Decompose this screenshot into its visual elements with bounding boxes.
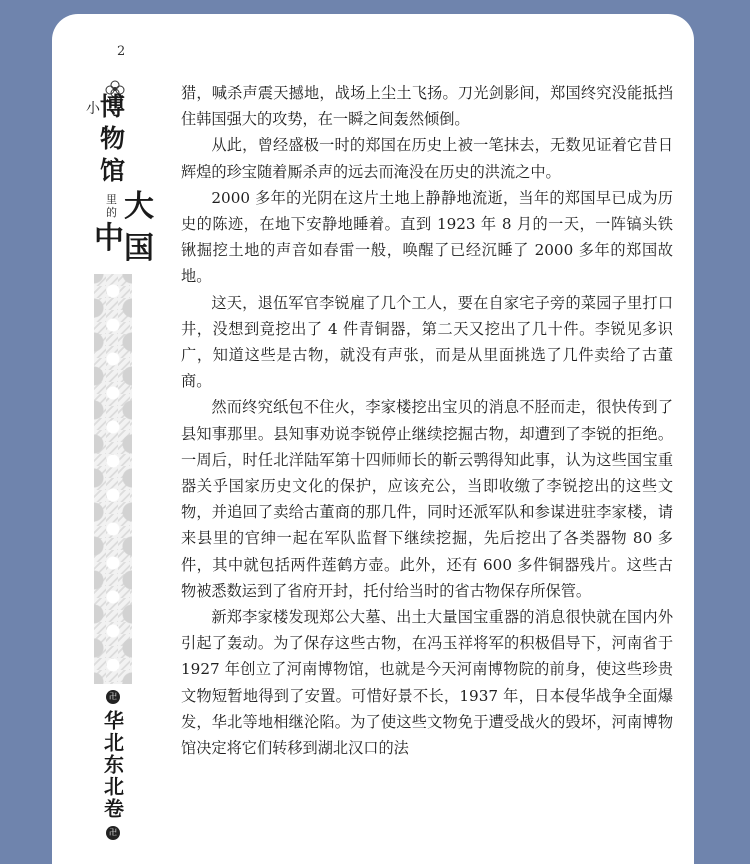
book-page (52, 14, 694, 864)
page-number: 2 (117, 44, 126, 59)
series-title-big-char: 中 (94, 221, 124, 256)
series-title-big-char: 大 (124, 189, 154, 224)
series-title (82, 74, 162, 274)
paragraph: 这天，退伍军官李锐雇了几个工人，要在自家宅子旁的菜园子里打口井，没想到竟挖出了 4 件青铜器，第二天又挖出了几十件。李锐见多识广，知道这些是古物，就没有声张，而是从里面挑选了几件卖给了古董商。 (181, 293, 673, 391)
series-title-tiny-char: 里 (106, 193, 117, 206)
ornament-icon: 卍 (106, 826, 120, 840)
body-text (181, 80, 673, 761)
paragraph: 然而终究纸包不住火，李家楼挖出宝贝的消息不胫而走，很快传到了县知事那里。县知事劝说李锐停止继续挖掘古物，却遭到了李锐的拒绝。一周后，时任北洋陆军第十四师师长的靳云鹗得知此事，认为这些国宝重器关乎国家历史文化的保护，应该充公，当即收缴了李锐挖出的这些文物，并追回了卖给古董商的那几件，同时还派军队和参谋进驻李家楼，请来县里的官绅一起在军队监督下继续挖掘，先后挖出了各类器物 80 多件，其中就包括两件莲鹤方壶。此外，还有 600 多件铜器残片。这些古物被悉数运到了省府开封，托付给当时的省古物保存所保管。 (181, 398, 673, 600)
paragraph: 猎，喊杀声震天撼地，战场上尘土飞扬。刀光剑影间，郑国终究没能抵挡住韩国强大的攻势，在一瞬之间轰然倾倒。 (181, 84, 673, 129)
paragraph: 2000 多年的光阴在这片土地上静静地流逝，当年的郑国早已成为历史的陈迹，在地下安静地睡着。直到 1923 年 8 月的一天，一阵镐头铁锹掘挖土地的声音如春雷一般，唤醒了已经沉睡了 2000 多年的郑国故地。 (181, 188, 673, 286)
series-title-tiny-char: 的 (106, 206, 117, 219)
paragraph: 从此，曾经盛极一时的郑国在历史上被一笔抹去，无数见证着它昔日辉煌的珍宝随着厮杀声的远去而淹没在历史的洪流之中。 (181, 136, 673, 181)
series-title-big-char: 国 (124, 231, 154, 266)
cloud-pattern-strip (94, 274, 132, 684)
volume-label (97, 690, 129, 840)
series-title-char: 博 (100, 92, 126, 121)
paragraph: 新郑李家楼发现郑公大墓、出土大量国宝重器的消息很快就在国内外引起了轰动。为了保存这些古物，在冯玉祥将军的积极倡导下，河南省于 1927 年创立了河南博物馆，也就是今天河南博物院的前身，使这些珍贵文物短暂地得到了安置。可惜好景不长，1937 年，日本侵华战争全面爆发，华北等地相继沦陷。为了使这些文物免于遭受战火的毁坏，河南博物馆决定将它们转移到湖北汉口的法 (181, 608, 673, 758)
volume-title: 华北东北卷 (100, 710, 125, 820)
ornament-icon: 卍 (106, 690, 120, 704)
series-title-char: 馆 (100, 156, 126, 185)
series-title-small-char: 小 (86, 101, 100, 117)
series-title-char: 物 (100, 124, 126, 153)
